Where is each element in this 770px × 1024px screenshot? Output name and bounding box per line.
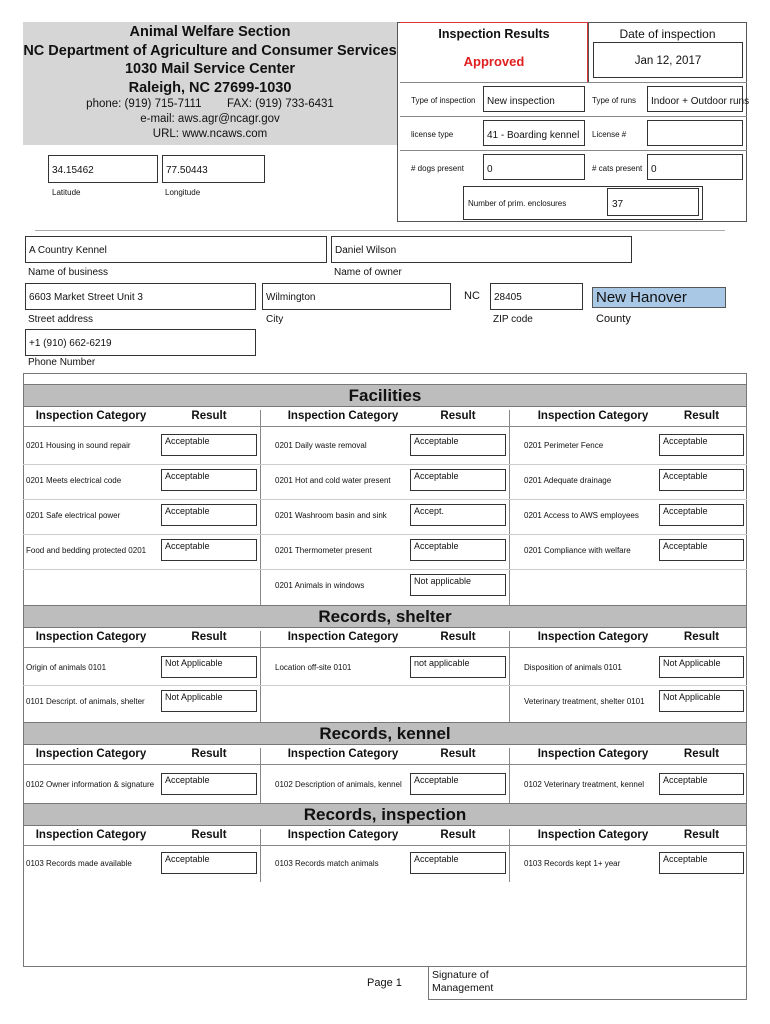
cats-value: 0 [651, 164, 657, 175]
city-label: City [266, 314, 284, 325]
category-col-header: Inspection Category [287, 410, 399, 422]
result-field[interactable]: Not applicable [410, 574, 506, 596]
latitude-value: 34.15462 [52, 165, 94, 176]
type-value: New inspection [487, 96, 555, 107]
business-name-label: Name of business [28, 267, 109, 278]
agency-city: Raleigh, NC 27699-1030 [128, 79, 292, 96]
county-value: New Hanover [596, 289, 687, 306]
divider [23, 845, 747, 846]
state-value: NC [464, 290, 480, 302]
divider [400, 150, 747, 151]
zip-value: 28405 [494, 292, 522, 303]
result-col-header: Result [440, 410, 476, 422]
divider [260, 631, 261, 722]
row-divider [23, 499, 747, 500]
category-label: 0201 Meets electrical code [26, 476, 122, 485]
result-field[interactable]: Acceptable [659, 469, 744, 491]
agency-address: 1030 Mail Service Center [124, 61, 296, 77]
result-field[interactable]: Acceptable [659, 539, 744, 561]
facilities-header: Facilities [23, 384, 747, 407]
category-label: 0201 Washroom basin and sink [275, 511, 387, 520]
result-col-header: Result [683, 748, 720, 760]
agency-header [23, 22, 397, 145]
category-col-header: Inspection Category [35, 410, 147, 422]
row-divider [23, 569, 747, 570]
category-label: Disposition of animals 0101 [524, 663, 622, 672]
agency-department: NC Department of Agriculture and Consumer Services [23, 42, 397, 59]
result-col-header: Result [683, 829, 720, 841]
signature-label: Signature of Management [432, 969, 494, 994]
category-col-header: Inspection Category [287, 631, 399, 643]
divider [400, 82, 747, 83]
dogs-field[interactable] [483, 154, 585, 180]
category-label: Location off-site 0101 [275, 663, 352, 672]
results-title: Inspection Results [438, 27, 550, 41]
enclosures-value: 37 [612, 199, 624, 210]
category-label: 0103 Records match animals [275, 859, 379, 868]
divider [35, 230, 725, 231]
result-field[interactable]: Acceptable [410, 773, 506, 795]
result-field[interactable]: Accept. [410, 504, 506, 526]
result-col-header: Result [191, 631, 227, 643]
result-field[interactable]: Not Applicable [161, 690, 257, 712]
runs-label: Type of runs [592, 96, 637, 105]
divider [400, 116, 747, 117]
result-field[interactable]: Acceptable [161, 539, 257, 561]
license-num-field[interactable] [647, 120, 743, 146]
agency-url: URL: www.ncaws.com [152, 128, 268, 140]
street-label: Street address [28, 314, 94, 325]
result-field[interactable]: Acceptable [161, 773, 257, 795]
category-col-header: Inspection Category [35, 748, 147, 760]
latitude-label: Latitude [52, 188, 81, 197]
agency-email: e-mail: aws.agr@ncagr.gov [140, 113, 280, 125]
longitude-value: 77.50443 [166, 165, 208, 176]
phone-value: +1 (910) 662-6219 [29, 338, 112, 349]
category-label: Veterinary treatment, shelter 0101 [524, 697, 645, 706]
result-col-header: Result [683, 410, 720, 422]
date-label: Date of inspection [619, 27, 716, 41]
longitude-label: Longitude [165, 188, 201, 197]
dogs-label: # dogs present [411, 164, 464, 173]
divider [23, 764, 747, 765]
category-label: 0201 Thermometer present [275, 546, 372, 555]
category-label: 0102 Veterinary treatment, kennel [524, 780, 645, 789]
category-label: 0101 Descript. of animals, shelter [26, 697, 145, 706]
agency-section: Animal Welfare Section [129, 24, 291, 40]
divider [23, 647, 747, 648]
zip-label: ZIP code [493, 314, 533, 325]
category-label: 0102 Description of animals, kennel [275, 780, 402, 789]
category-col-header: Inspection Category [537, 631, 649, 643]
result-field[interactable]: Acceptable [410, 539, 506, 561]
result-col-header: Result [440, 748, 476, 760]
result-col-header: Result [683, 631, 720, 643]
row-divider [23, 464, 747, 465]
category-label: 0201 Adequate drainage [524, 476, 612, 485]
dogs-value: 0 [487, 164, 493, 175]
category-col-header: Inspection Category [537, 748, 649, 760]
owner-value: Daniel Wilson [335, 245, 397, 256]
row-divider [23, 534, 747, 535]
enclosures-label: Number of prim. enclosures [468, 199, 567, 208]
license-type-label: license type [411, 130, 454, 139]
result-col-header: Result [191, 829, 227, 841]
result-field[interactable]: Acceptable [410, 434, 506, 456]
result-field[interactable]: Not Applicable [659, 690, 744, 712]
result-field[interactable]: Acceptable [659, 773, 744, 795]
records-inspection-header: Records, inspection [23, 803, 747, 826]
result-field[interactable]: Acceptable [659, 852, 744, 874]
records-shelter-header: Records, shelter [23, 605, 747, 628]
category-label: 0201 Access to AWS employees [524, 511, 639, 520]
category-label: 0201 Animals in windows [275, 581, 365, 590]
result-col-header: Result [440, 631, 476, 643]
category-col-header: Inspection Category [35, 829, 147, 841]
business-name-value: A Country Kennel [29, 245, 107, 256]
agency-phone-fax: phone: (919) 715-7111 FAX: (919) 733-6431 [86, 98, 334, 110]
divider [509, 631, 510, 722]
row-divider [23, 685, 747, 686]
category-col-header: Inspection Category [287, 748, 399, 760]
divider [509, 748, 510, 803]
phone-label: Phone Number [28, 357, 96, 368]
records-kennel-header: Records, kennel [23, 722, 747, 745]
category-label: Food and bedding protected 0201 [26, 546, 147, 555]
result-field[interactable]: Not Applicable [659, 656, 744, 678]
result-field[interactable]: Acceptable [161, 504, 257, 526]
divider [509, 829, 510, 882]
divider [509, 410, 510, 605]
category-col-header: Inspection Category [537, 829, 649, 841]
category-label: 0201 Compliance with welfare [524, 546, 631, 555]
result-field[interactable]: Acceptable [161, 434, 257, 456]
divider [260, 410, 261, 605]
category-label: 0103 Records made available [26, 859, 132, 868]
result-field[interactable]: Acceptable [659, 504, 744, 526]
result-field[interactable]: Acceptable [161, 469, 257, 491]
city-value: Wilmington [266, 292, 316, 303]
runs-value: Indoor + Outdoor runs [651, 96, 750, 107]
category-col-header: Inspection Category [35, 631, 147, 643]
license-type-value: 41 - Boarding kennel [487, 130, 580, 141]
county-label: County [596, 313, 631, 325]
street-value: 6603 Market Street Unit 3 [29, 292, 143, 303]
result-col-header: Result [440, 829, 476, 841]
category-label: Origin of animals 0101 [26, 663, 107, 672]
result-col-header: Result [191, 410, 227, 422]
result-field[interactable]: Acceptable [410, 469, 506, 491]
category-label: 0201 Safe electrical power [26, 511, 121, 520]
category-label: 0201 Daily waste removal [275, 441, 367, 450]
result-col-header: Result [191, 748, 227, 760]
result-field[interactable]: not applicable [410, 656, 506, 678]
category-col-header: Inspection Category [287, 829, 399, 841]
category-col-header: Inspection Category [537, 410, 649, 422]
cats-field[interactable] [647, 154, 743, 180]
divider [260, 829, 261, 882]
result-field[interactable]: Acceptable [410, 852, 506, 874]
date-value: Jan 12, 2017 [634, 55, 702, 67]
license-num-label: License # [592, 130, 627, 139]
category-label: 0201 Perimeter Fence [524, 441, 604, 450]
category-label: 0103 Records kept 1+ year [524, 859, 621, 868]
divider [260, 748, 261, 803]
divider [23, 426, 747, 427]
type-label: Type of inspection [411, 96, 476, 105]
owner-label: Name of owner [334, 267, 402, 278]
cats-label: # cats present [592, 164, 643, 173]
result-field[interactable]: Acceptable [659, 434, 744, 456]
result-field[interactable]: Not Applicable [161, 656, 257, 678]
result-field[interactable]: Acceptable [161, 852, 257, 874]
page-number: Page 1 [367, 977, 402, 989]
category-label: 0201 Housing in sound repair [26, 441, 131, 450]
category-label: 0201 Hot and cold water present [275, 476, 391, 485]
category-label: 0102 Owner information & signature [26, 780, 155, 789]
results-value: Approved [463, 54, 525, 69]
